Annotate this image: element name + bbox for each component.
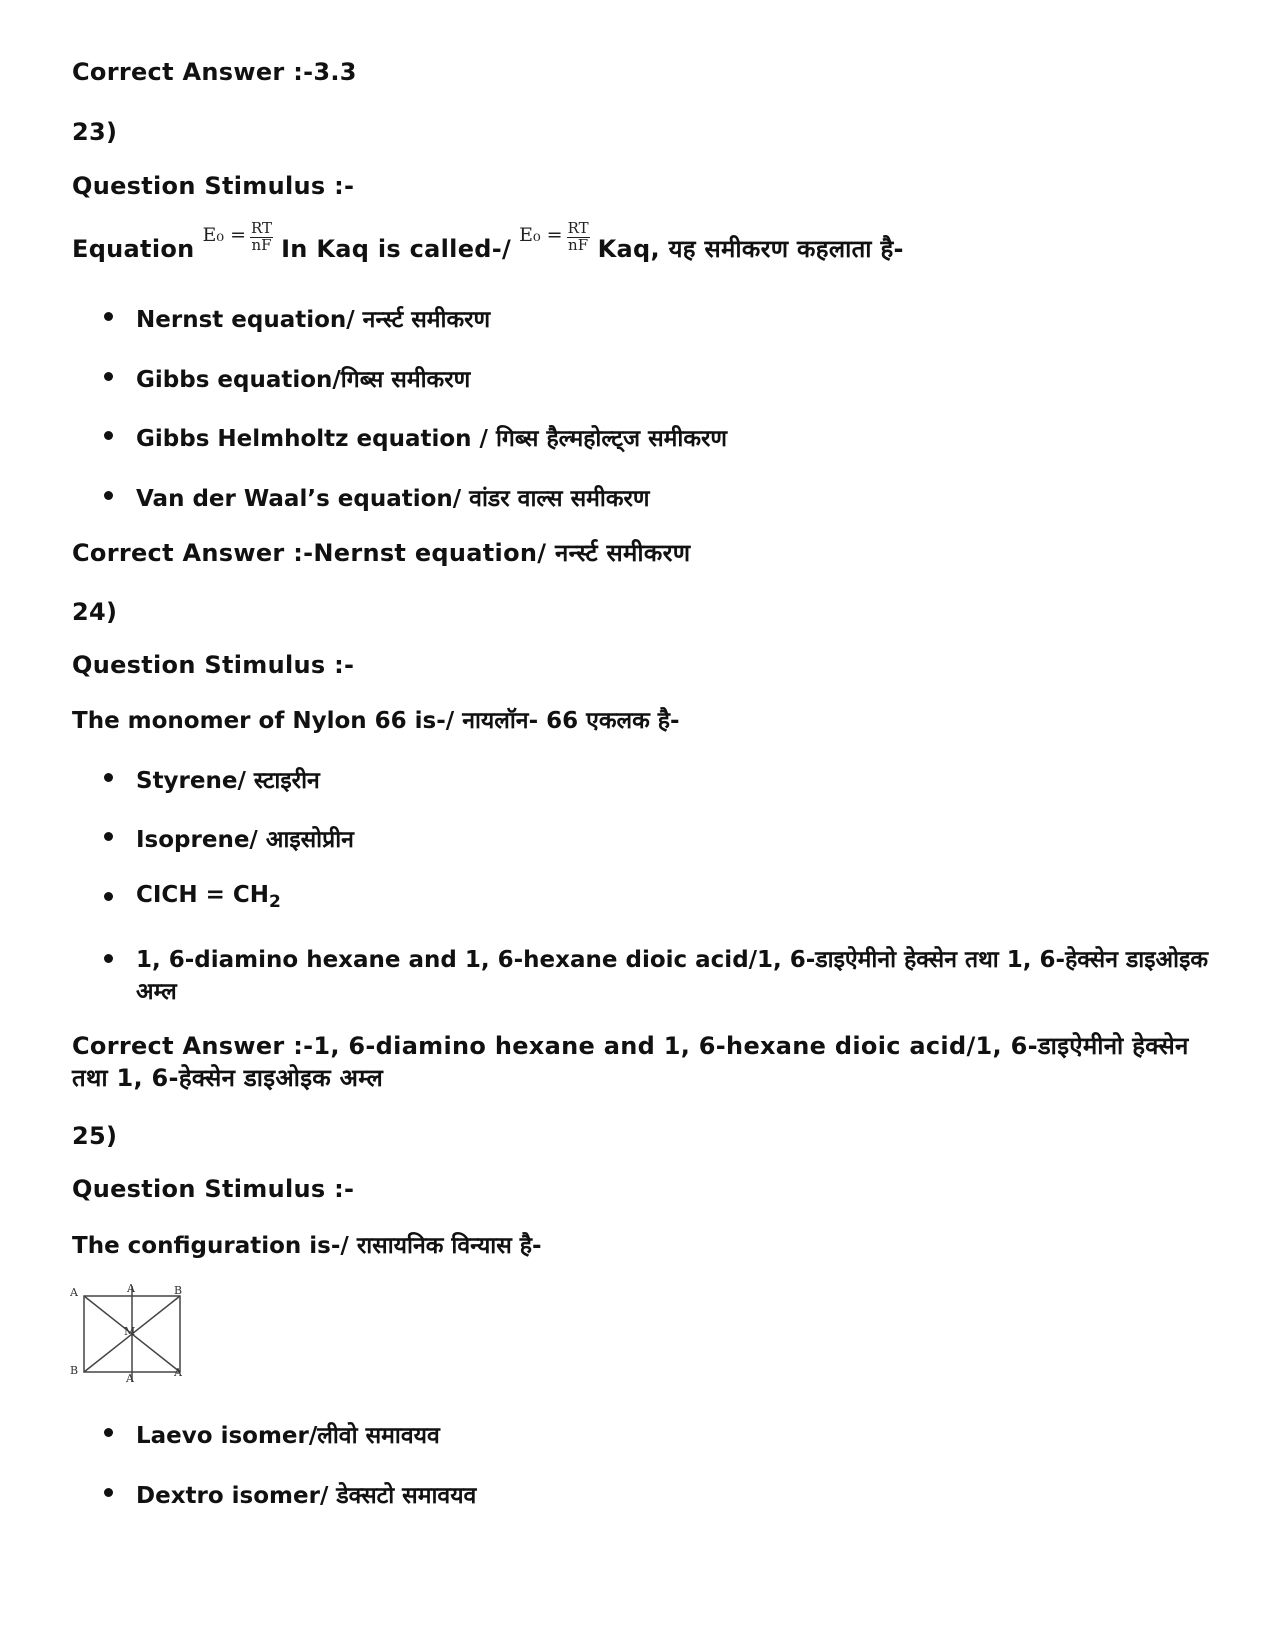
q23-mid: In Kaq is called-/ [281, 235, 512, 263]
label-center: M [124, 1325, 136, 1338]
q24-question: The monomer of Nylon 66 is-/ नायलॉन- 66 एकलक है- [72, 708, 680, 734]
q23-question [72, 218, 904, 267]
label-bottom-left: B [70, 1364, 79, 1377]
q24-stimulus-label: Question Stimulus :- [72, 651, 355, 679]
q23-formula-1: E₀ = $\frac{RT}{nF}$ [202, 218, 273, 254]
q24-correct-answer: Correct Answer :-1, 6-diamino hexane and 1, 6-hexane dioic acid/1, 6-डाइऐमीनो हेक्सेन तथा 1, 6-हेक्सेन डाइओइक अम्ल [72, 1032, 1189, 1092]
q25-question: The configuration is-/ रासायनिक विन्यास है- [72, 1233, 542, 1259]
bullet-icon [104, 832, 113, 841]
q25-stimulus-label: Question Stimulus :- [72, 1175, 355, 1203]
label-bottom: A [126, 1372, 134, 1385]
bullet-icon [104, 773, 113, 782]
q22-correct-answer: Correct Answer :-3.3 [72, 58, 357, 86]
bullet-icon [104, 1488, 113, 1497]
bullet-icon [104, 954, 113, 963]
q23-correct-answer: Correct Answer :-Nernst equation/ नर्न्स्ट समीकरण [72, 539, 691, 567]
label-top: A [127, 1282, 135, 1295]
q23-stimulus-label: Question Stimulus :- [72, 172, 355, 200]
q25-number: 25) [72, 1122, 118, 1150]
label-top-left: A [70, 1286, 78, 1299]
bullet-icon [104, 892, 113, 901]
label-top-right: B [174, 1284, 183, 1297]
bullet-icon [104, 312, 113, 321]
bullet-icon [104, 372, 113, 381]
q23-prefix: Equation [72, 235, 195, 263]
q23-formula-2: E₀ = $\frac{RT}{nF}$ [519, 218, 589, 254]
q23-suffix: Kaq, यह समीकरण कहलाता है- [597, 235, 904, 263]
bullet-icon [104, 431, 113, 440]
bullet-icon [104, 1428, 113, 1437]
label-bottom-right: A [174, 1366, 182, 1379]
q23-number: 23) [72, 118, 118, 146]
q24-number: 24) [72, 598, 118, 626]
configuration-diagram [70, 1282, 200, 1392]
bullet-icon [104, 491, 113, 500]
